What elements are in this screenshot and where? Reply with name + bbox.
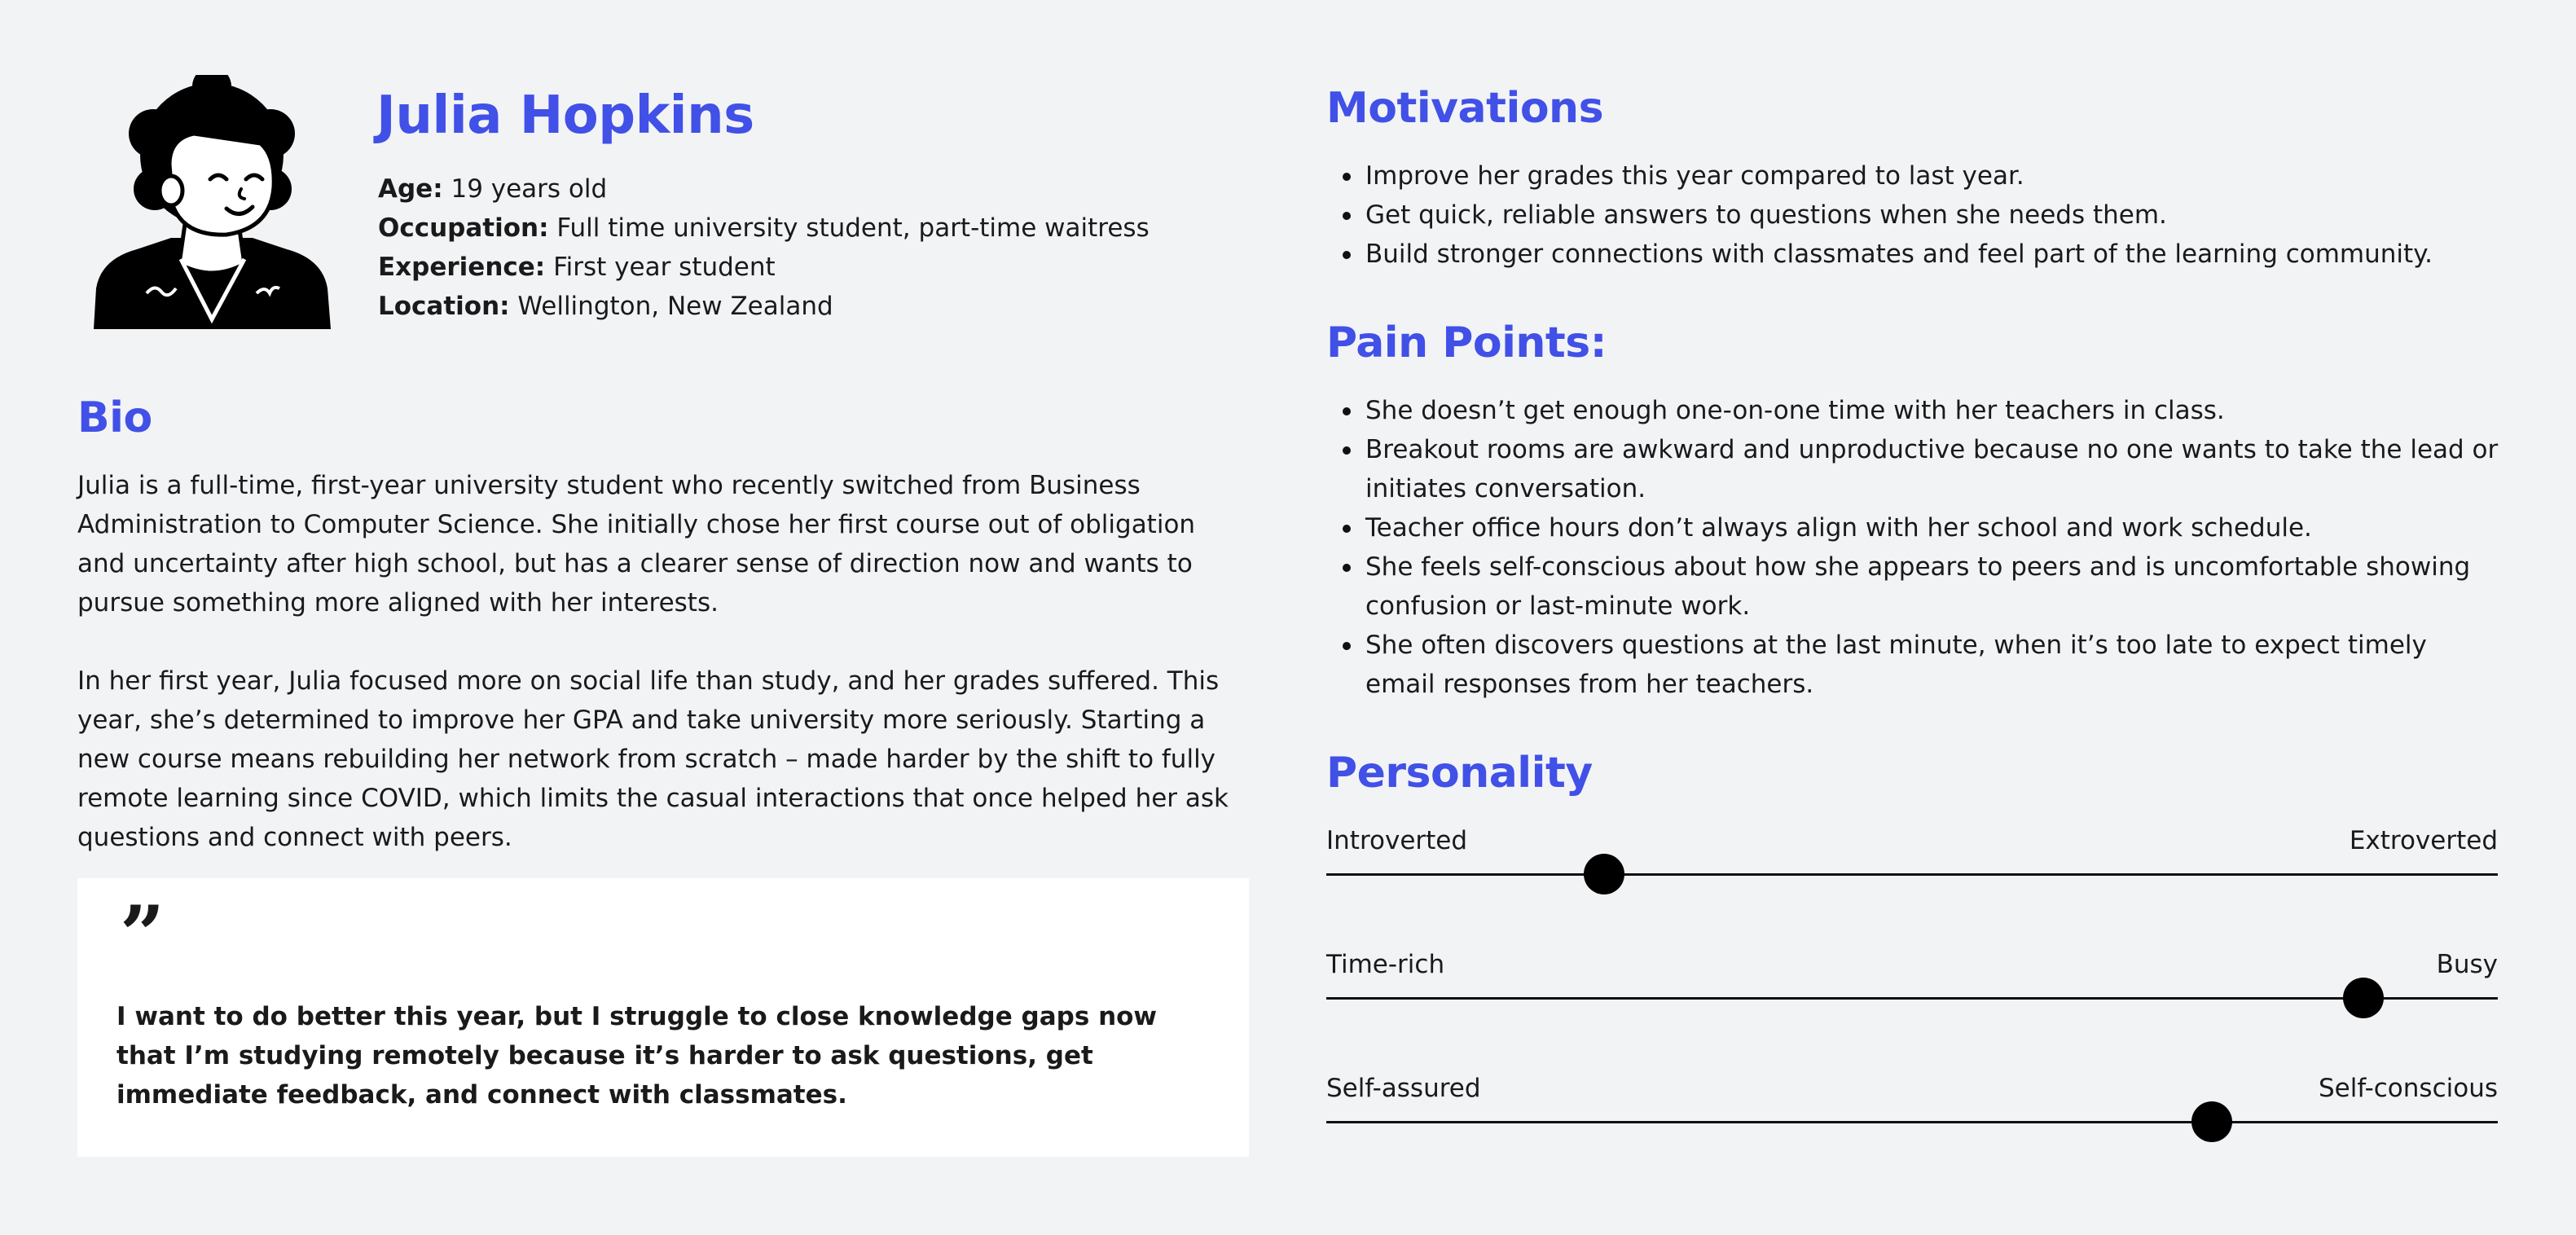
bio-paragraph: In her first year, Julia focused more on social life than study, and her grades suffered. This year, she’s determined to improve her GPA and take university more seriously. Starting a new course means rebuilding her network from scratch – made harder by the shift to fully remote learning since COVID, which limits the casual interactions that once helped her ask questions and connect with peers. <box>77 666 1229 852</box>
list-item: Get quick, reliable answers to questions when she needs them. <box>1326 196 2499 235</box>
detail-location <box>378 287 1150 326</box>
detail-value: First year student <box>553 253 776 282</box>
trait-introverted-extroverted <box>1326 823 2498 929</box>
list-item: She often discovers questions at the last minute, when it’s too late to expect timely email responses from her teachers. <box>1326 626 2499 704</box>
quote-text: I want to do better this year, but I struggle to close knowledge gaps now that I’m studying remotely because it’s harder to ask questions, get immediate feedback, and connect with classmates. <box>116 1002 1158 1110</box>
detail-experience <box>378 248 1150 287</box>
detail-label: Occupation: <box>378 213 549 243</box>
trait-slider-track <box>1326 873 2498 876</box>
detail-value: Wellington, New Zealand <box>517 292 833 321</box>
trait-left-label: Introverted <box>1326 826 1468 855</box>
motivations-heading: Motivations <box>1326 84 1604 133</box>
person-avatar-icon <box>90 75 334 329</box>
list-item: She feels self-conscious about how she appears to peers and is uncomfortable showing confusion or last-minute work. <box>1326 547 2499 626</box>
motivations-list <box>1326 156 2499 274</box>
quote-card <box>77 878 1249 1157</box>
list-item: She doesn’t get enough one-on-one time with her teachers in class. <box>1326 391 2499 430</box>
personality-heading: Personality <box>1326 749 1593 798</box>
detail-label: Experience: <box>378 253 546 282</box>
trait-left-label: Time-rich <box>1326 950 1445 979</box>
quote-icon: ” <box>120 889 165 981</box>
trait-slider-track <box>1326 1121 2498 1123</box>
trait-slider-knob <box>2343 978 2384 1018</box>
list-item: Breakout rooms are awkward and unproductive because no one wants to take the lead or initiates conversation. <box>1326 430 2499 508</box>
persona-name: Julia Hopkins <box>376 86 754 146</box>
detail-label: Age: <box>378 174 443 204</box>
trait-timerich-busy <box>1326 947 2498 1053</box>
trait-left-label: Self-assured <box>1326 1074 1481 1103</box>
detail-occupation <box>378 209 1150 248</box>
bio-paragraph: Julia is a full-time, first-year university student who recently switched from Business Administration to Computer Science. She initially chose her first course out of obligation and uncertainty after high school, but has a clearer sense of direction now and wants to pursue something more aligned with her interests. <box>77 471 1196 618</box>
bio-text <box>77 466 1251 896</box>
trait-slider-knob <box>2191 1101 2232 1142</box>
bio-heading: Bio <box>77 393 152 442</box>
persona-details <box>378 169 1150 326</box>
list-item: Improve her grades this year compared to last year. <box>1326 156 2499 196</box>
trait-slider-knob <box>1584 854 1624 894</box>
trait-right-label: Extroverted <box>2349 826 2498 855</box>
trait-right-label: Busy <box>2436 950 2498 979</box>
detail-value: 19 years old <box>451 174 608 204</box>
detail-value: Full time university student, part-time waitress <box>556 213 1150 243</box>
pain-points-heading: Pain Points: <box>1326 319 1607 367</box>
trait-slider-track <box>1326 997 2498 1000</box>
pain-points-list <box>1326 391 2499 704</box>
trait-right-label: Self-conscious <box>2319 1074 2498 1103</box>
detail-age <box>378 169 1150 209</box>
list-item: Build stronger connections with classmates and feel part of the learning community. <box>1326 235 2499 274</box>
persona-avatar <box>90 75 334 329</box>
detail-label: Location: <box>378 292 510 321</box>
list-item: Teacher office hours don’t always align with her school and work schedule. <box>1326 508 2499 547</box>
trait-selfassured-selfconscious <box>1326 1070 2498 1176</box>
